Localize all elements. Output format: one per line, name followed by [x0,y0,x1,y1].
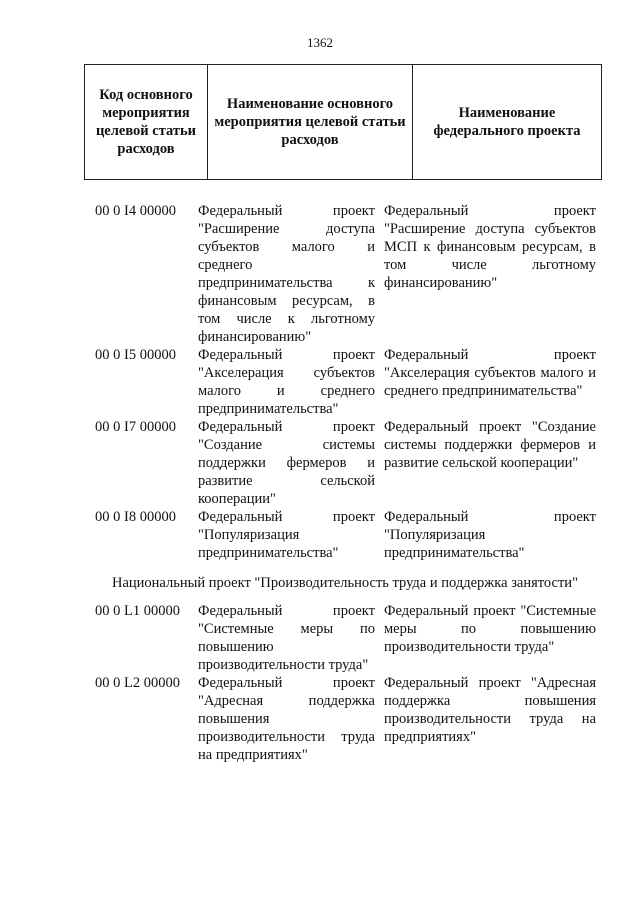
table-row [95,418,600,508]
table-body-section-2 [95,602,600,764]
table-row [95,346,600,418]
header-project-name: Наименование федерального проекта [413,65,602,180]
row-code: 00 0 I4 00000 [95,203,176,219]
row-activity-name: Федеральный проект "Адресная поддержка повышения производительности труда на предприятиях" [198,675,375,763]
row-project-name: Федеральный проект "Акселерация субъектов малого и среднего предпринимательства" [384,347,596,399]
page-number: 1362 [307,35,333,50]
row-code: 00 0 I8 00000 [95,509,176,525]
row-project-name: Федеральный проект "Создание системы поддержки фермеров и развитие сельской кооперации" [384,419,596,471]
row-activity-name: Федеральный проект "Акселерация субъектов малого и среднего предпринимательства" [198,347,375,417]
row-activity-name: Федеральный проект "Системные меры по повышению производительности труда" [198,603,375,673]
table-header [84,64,602,180]
row-activity-name: Федеральный проект "Популяризация предпринимательства" [198,509,375,561]
row-activity-name: Федеральный проект "Создание системы поддержки фермеров и развитие сельской кооперации" [198,419,375,507]
header-code: Код основного мероприятия целевой статьи расходов [85,65,208,180]
row-activity-name: Федеральный проект "Расширение доступа субъектов малого и среднего предпринимательства к финансовым ресурсам, в том числе к льготному финансированию" [198,203,375,345]
row-project-name: Федеральный проект "Адресная поддержка повышения производительности труда на предприятиях" [384,675,596,745]
row-code: 00 0 I7 00000 [95,419,176,435]
row-code: 00 0 L1 00000 [95,603,180,619]
row-code: 00 0 L2 00000 [95,675,180,691]
row-project-name: Федеральный проект "Расширение доступа субъектов МСП к финансовым ресурсам, в том числе льготному финансированию" [384,203,596,291]
header-activity-name: Наименование основного мероприятия целевой статьи расходов [208,65,413,180]
table-row [95,674,600,764]
section-title: Национальный проект "Производительность труда и поддержка занятости" [112,575,578,591]
table-row [95,508,600,562]
row-project-name: Федеральный проект "Популяризация предпринимательства" [384,509,596,561]
table-row [95,202,600,346]
row-code: 00 0 I5 00000 [95,347,176,363]
table-body [95,202,600,562]
row-project-name: Федеральный проект "Системные меры по повышению производительности труда" [384,603,596,655]
table-row [95,602,600,674]
